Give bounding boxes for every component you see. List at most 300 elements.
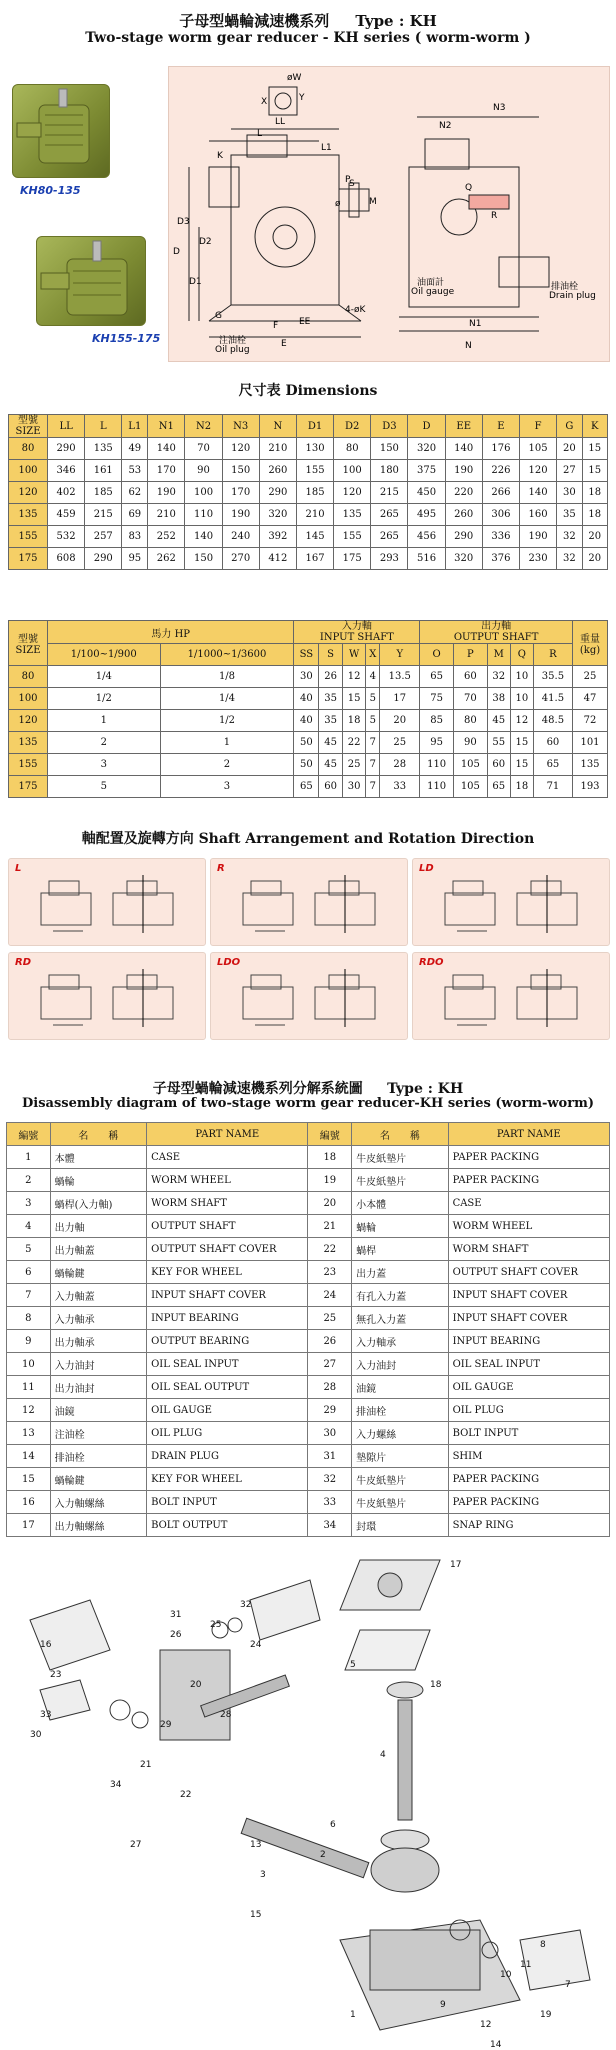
table-cell: 95 <box>420 732 454 754</box>
table-cell: 38 <box>487 688 510 710</box>
exploded-diagram <box>20 1540 600 2050</box>
part-name-en: OIL PLUG <box>147 1422 308 1445</box>
column-header: X <box>366 644 380 666</box>
part-name-en: WORM SHAFT <box>448 1238 609 1261</box>
table-row <box>9 666 608 688</box>
table-cell: 1 <box>160 732 294 754</box>
parts-title: 子母型蝸輪減速機系列分解系統圖 Type : KH <box>152 1081 464 1097</box>
table-cell: 18 <box>582 482 607 504</box>
shaft-arrangement-icon <box>235 875 395 937</box>
table-cell: 40 <box>294 688 319 710</box>
part-name-en: INPUT BEARING <box>448 1330 609 1353</box>
column-header: 名 稱 <box>50 1123 146 1146</box>
table-cell: 1/2 <box>160 710 294 732</box>
table-cell: 210 <box>296 504 333 526</box>
dim-label: Y <box>299 93 305 103</box>
table-cell: 1/2 <box>48 688 161 710</box>
part-number: 16 <box>7 1491 51 1514</box>
part-name-cn: 出力軸 <box>50 1215 146 1238</box>
part-name-cn: 出力軸蓋 <box>50 1238 146 1261</box>
table-cell: 15 <box>582 438 607 460</box>
column-header: D <box>408 415 445 438</box>
part-name-en: CASE <box>448 1192 609 1215</box>
callout-number: 29 <box>160 1720 172 1730</box>
table-cell: 260 <box>259 460 296 482</box>
table-cell: 25 <box>342 754 366 776</box>
table-row <box>9 548 608 570</box>
dim-label: EE <box>299 317 311 327</box>
gear-reducer-icon <box>37 237 145 325</box>
table-cell: 140 <box>445 438 482 460</box>
table-cell: 1/4 <box>48 666 161 688</box>
part-name-cn: 蝸輪 <box>352 1215 448 1238</box>
callout-number: 32 <box>240 1600 252 1610</box>
dim-label: S <box>349 179 355 189</box>
dim-label: N3 <box>493 103 506 113</box>
row-size: 120 <box>9 482 48 504</box>
part-number: 15 <box>7 1468 51 1491</box>
column-header: 1/1000~1/3600 <box>160 644 294 666</box>
table-cell: 150 <box>222 460 259 482</box>
part-name-cn: 入力軸螺絲 <box>50 1491 146 1514</box>
table-cell: 155 <box>334 526 371 548</box>
part-number: 6 <box>7 1261 51 1284</box>
column-header: O <box>420 644 454 666</box>
column-header: Q <box>510 644 533 666</box>
table-cell: 90 <box>185 460 222 482</box>
arrangement-panel <box>412 952 610 1040</box>
arrangement-label: R <box>217 863 225 874</box>
part-name-en: KEY FOR WHEEL <box>147 1468 308 1491</box>
table-row <box>7 1514 610 1537</box>
dim-label: D1 <box>189 277 202 287</box>
table-cell: 32 <box>487 666 510 688</box>
part-number: 13 <box>7 1422 51 1445</box>
arrangement-label: LDO <box>217 957 241 968</box>
arrangement-panel <box>412 858 610 946</box>
part-number: 29 <box>308 1399 352 1422</box>
column-header: G <box>557 415 582 438</box>
dim-label: P <box>345 175 351 185</box>
part-number: 22 <box>308 1238 352 1261</box>
dim-label: L1 <box>321 143 332 153</box>
table-cell: 290 <box>85 548 122 570</box>
part-name-cn: 出力蓋 <box>352 1261 448 1284</box>
table-cell: 140 <box>148 438 185 460</box>
callout-number: 10 <box>500 1970 512 1980</box>
row-size: 100 <box>9 460 48 482</box>
part-name-cn: 蝸輪鍵 <box>50 1468 146 1491</box>
dim-label: LL <box>275 117 286 127</box>
table-cell: 210 <box>259 438 296 460</box>
part-name-en: WORM WHEEL <box>448 1215 609 1238</box>
table-cell: 80 <box>454 710 488 732</box>
table-cell: 456 <box>408 526 445 548</box>
part-name-cn: 出力油封 <box>50 1376 146 1399</box>
table-row <box>7 1468 610 1491</box>
part-name-en: SHIM <box>448 1445 609 1468</box>
table-cell: 257 <box>85 526 122 548</box>
table-cell: 65 <box>294 776 319 798</box>
part-name-cn: 牛皮紙墊片 <box>352 1468 448 1491</box>
table-cell: 459 <box>48 504 85 526</box>
table-cell: 1/8 <box>160 666 294 688</box>
dim-label: N1 <box>469 319 482 329</box>
page-subtitle: Two-stage worm gear reducer - KH series ( worm-worm ) <box>85 30 531 46</box>
table-cell: 336 <box>482 526 519 548</box>
callout-number: 14 <box>490 2040 502 2050</box>
table-cell: 2 <box>48 732 161 754</box>
part-name-cn: 入力軸蓋 <box>50 1284 146 1307</box>
parts-subtitle: Disassembly diagram of two-stage worm gear reducer-KH series (worm-worm) <box>22 1096 594 1111</box>
table-cell: 1 <box>48 710 161 732</box>
reducer-outline-drawing <box>169 67 609 361</box>
part-name-en: OUTPUT SHAFT COVER <box>448 1261 609 1284</box>
part-name-cn: 蝸桿(入力軸) <box>50 1192 146 1215</box>
hp-header: 馬力 HP <box>48 621 294 644</box>
part-number: 32 <box>308 1468 352 1491</box>
table-row <box>7 1169 610 1192</box>
table-cell: 320 <box>408 438 445 460</box>
arrangement-label: L <box>15 863 22 874</box>
callout-number: 6 <box>330 1820 336 1830</box>
part-number: 21 <box>308 1215 352 1238</box>
part-number: 2 <box>7 1169 51 1192</box>
arrangement-label: RDO <box>419 957 444 968</box>
table-cell: 100 <box>334 460 371 482</box>
table-cell: 5 <box>366 688 380 710</box>
dim-label: L <box>257 129 263 139</box>
column-header: W <box>342 644 366 666</box>
table-cell: 150 <box>371 438 408 460</box>
table-cell: 140 <box>185 526 222 548</box>
column-header: F <box>519 415 556 438</box>
dim-label: Drain plug <box>549 291 596 301</box>
table-cell: 290 <box>48 438 85 460</box>
part-name-cn: 牛皮紙墊片 <box>352 1169 448 1192</box>
table-cell: 2 <box>160 754 294 776</box>
row-size: 155 <box>9 754 48 776</box>
part-name-cn: 封環 <box>352 1514 448 1537</box>
table-cell: 40 <box>294 710 319 732</box>
part-number: 25 <box>308 1307 352 1330</box>
table-cell: 65 <box>533 754 572 776</box>
dim-label: øW <box>287 73 302 83</box>
table-cell: 270 <box>222 548 259 570</box>
row-size: 80 <box>9 666 48 688</box>
table-cell: 15 <box>582 460 607 482</box>
table-cell: 290 <box>445 526 482 548</box>
table-cell: 12 <box>510 710 533 732</box>
callout-number: 3 <box>260 1870 266 1880</box>
column-header: EE <box>445 415 482 438</box>
part-name-cn: 入力油封 <box>50 1353 146 1376</box>
callout-number: 19 <box>540 2010 552 2020</box>
table-cell: 35 <box>557 504 582 526</box>
callout-number: 16 <box>40 1640 52 1650</box>
table-cell: 35.5 <box>533 666 572 688</box>
part-name-en: PAPER PACKING <box>448 1468 609 1491</box>
table-cell: 167 <box>296 548 333 570</box>
column-header: 名 稱 <box>352 1123 448 1146</box>
table-cell: 26 <box>319 666 343 688</box>
table-cell: 145 <box>296 526 333 548</box>
table-cell: 71 <box>533 776 572 798</box>
product-caption: KH80-135 <box>20 184 81 197</box>
dimension-drawing <box>168 66 610 362</box>
callout-number: 34 <box>110 1780 122 1790</box>
callout-number: 22 <box>180 1790 192 1800</box>
part-number: 10 <box>7 1353 51 1376</box>
part-name-cn: 出力軸承 <box>50 1330 146 1353</box>
row-size: 80 <box>9 438 48 460</box>
table-cell: 105 <box>454 754 488 776</box>
column-header: S <box>319 644 343 666</box>
table-cell: 105 <box>454 776 488 798</box>
column-header: PART NAME <box>147 1123 308 1146</box>
table-row <box>9 438 608 460</box>
table-cell: 41.5 <box>533 688 572 710</box>
part-name-en: OIL SEAL OUTPUT <box>147 1376 308 1399</box>
column-header: 型號 SIZE <box>9 415 48 438</box>
column-header: K <box>582 415 607 438</box>
part-name-en: OIL SEAL INPUT <box>147 1353 308 1376</box>
table-cell: 10 <box>510 666 533 688</box>
part-name-en: OIL GAUGE <box>448 1376 609 1399</box>
arrangement-panel <box>8 952 206 1040</box>
table-cell: 266 <box>482 482 519 504</box>
column-header: 編號 <box>308 1123 352 1146</box>
callout-number: 5 <box>350 1660 356 1670</box>
table-row <box>7 1215 610 1238</box>
part-name-en: OUTPUT SHAFT <box>147 1215 308 1238</box>
part-number: 3 <box>7 1192 51 1215</box>
table-cell: 50 <box>294 732 319 754</box>
table-cell: 155 <box>296 460 333 482</box>
table-cell: 5 <box>366 710 380 732</box>
shaft-table <box>8 620 608 798</box>
table-cell: 105 <box>519 438 556 460</box>
table-cell: 60 <box>487 754 510 776</box>
table-cell: 140 <box>519 482 556 504</box>
table-cell: 135 <box>85 438 122 460</box>
table-cell: 35 <box>319 688 343 710</box>
column-header: LL <box>48 415 85 438</box>
table-cell: 101 <box>573 732 608 754</box>
table-cell: 532 <box>48 526 85 548</box>
table-cell: 18 <box>510 776 533 798</box>
dim-label: G <box>215 311 222 321</box>
part-name-en: SNAP RING <box>448 1514 609 1537</box>
part-number: 12 <box>7 1399 51 1422</box>
table-cell: 32 <box>557 548 582 570</box>
table-cell: 190 <box>222 504 259 526</box>
dim-label: N2 <box>439 121 452 131</box>
callout-number: 23 <box>50 1670 62 1680</box>
part-name-en: DRAIN PLUG <box>147 1445 308 1468</box>
callout-number: 11 <box>520 1960 532 1970</box>
product-caption: KH155-175 <box>92 332 161 345</box>
table-row <box>9 526 608 548</box>
callout-number: 9 <box>440 2000 446 2010</box>
row-size: 155 <box>9 526 48 548</box>
table-cell: 13.5 <box>380 666 420 688</box>
part-name-cn: 注油栓 <box>50 1422 146 1445</box>
column-header: D2 <box>334 415 371 438</box>
table-cell: 516 <box>408 548 445 570</box>
table-cell: 120 <box>334 482 371 504</box>
table-cell: 193 <box>573 776 608 798</box>
table-cell: 175 <box>334 548 371 570</box>
gear-reducer-icon <box>13 85 109 177</box>
table-cell: 306 <box>482 504 519 526</box>
column-header: 1/100~1/900 <box>48 644 161 666</box>
table-cell: 85 <box>420 710 454 732</box>
part-number: 17 <box>7 1514 51 1537</box>
callout-number: 13 <box>250 1840 262 1850</box>
table-row <box>7 1376 610 1399</box>
dim-label: E <box>281 339 287 349</box>
part-number: 24 <box>308 1284 352 1307</box>
part-name-cn: 入力螺絲 <box>352 1422 448 1445</box>
table-row <box>9 460 608 482</box>
part-name-en: OIL GAUGE <box>147 1399 308 1422</box>
shaft-arrangement-icon <box>33 969 193 1031</box>
table-cell: 47 <box>573 688 608 710</box>
callout-number: 25 <box>210 1620 222 1630</box>
part-name-en: BOLT OUTPUT <box>147 1514 308 1537</box>
table-cell: 290 <box>259 482 296 504</box>
table-row <box>9 482 608 504</box>
shaft-arrangement-icon <box>235 969 395 1031</box>
part-number: 33 <box>308 1491 352 1514</box>
table-row <box>7 1445 610 1468</box>
table-row <box>9 776 608 798</box>
part-name-cn: 無孔入力蓋 <box>352 1307 448 1330</box>
page-title: 子母型蝸輪減速機系列 Type : KH <box>179 12 437 30</box>
part-name-en: KEY FOR WHEEL <box>147 1261 308 1284</box>
table-cell: 18 <box>342 710 366 732</box>
part-name-cn: 入力油封 <box>352 1353 448 1376</box>
row-size: 175 <box>9 548 48 570</box>
table-cell: 95 <box>122 548 148 570</box>
dim-label: D3 <box>177 217 190 227</box>
part-name-en: INPUT BEARING <box>147 1307 308 1330</box>
column-header: Y <box>380 644 420 666</box>
table-cell: 20 <box>380 710 420 732</box>
table-row <box>9 732 608 754</box>
table-cell: 53 <box>122 460 148 482</box>
table-cell: 28 <box>380 754 420 776</box>
arrangement-label: RD <box>15 957 32 968</box>
part-name-en: INPUT SHAFT COVER <box>147 1284 308 1307</box>
part-name-cn: 出力軸螺絲 <box>50 1514 146 1537</box>
table-cell: 27 <box>557 460 582 482</box>
table-cell: 252 <box>148 526 185 548</box>
column-header: D1 <box>296 415 333 438</box>
arrangement-panel <box>210 858 408 946</box>
table-cell: 265 <box>371 526 408 548</box>
table-cell: 4 <box>366 666 380 688</box>
part-name-cn: 小本體 <box>352 1192 448 1215</box>
part-name-en: PAPER PACKING <box>448 1169 609 1192</box>
table-cell: 375 <box>408 460 445 482</box>
table-cell: 262 <box>148 548 185 570</box>
table-row <box>9 710 608 732</box>
part-number: 8 <box>7 1307 51 1330</box>
table-cell: 60 <box>533 732 572 754</box>
part-name-cn: 排油栓 <box>352 1399 448 1422</box>
table-cell: 75 <box>420 688 454 710</box>
table-row <box>7 1284 610 1307</box>
column-header: PART NAME <box>448 1123 609 1146</box>
dim-label: 注油栓 <box>219 336 247 346</box>
table-cell: 130 <box>296 438 333 460</box>
part-name-cn: 牛皮紙墊片 <box>352 1491 448 1514</box>
dim-label: Oil gauge <box>411 287 455 297</box>
callout-number: 7 <box>565 1980 571 1990</box>
table-row <box>9 688 608 710</box>
parts-table <box>6 1122 610 1537</box>
table-cell: 412 <box>259 548 296 570</box>
table-cell: 170 <box>222 482 259 504</box>
part-number: 26 <box>308 1330 352 1353</box>
part-name-en: CASE <box>147 1146 308 1169</box>
dim-label: X <box>261 97 268 107</box>
dim-label: D2 <box>199 237 212 247</box>
table-cell: 69 <box>122 504 148 526</box>
dim-label: R <box>491 211 498 221</box>
table-cell: 293 <box>371 548 408 570</box>
table-header-row <box>7 1123 610 1146</box>
part-name-en: BOLT INPUT <box>448 1422 609 1445</box>
arrangement-heading: 軸配置及旋轉方向 Shaft Arrangement and Rotation Direction <box>81 831 535 847</box>
dim-label: K <box>217 151 223 161</box>
callout-number: 33 <box>40 1710 52 1720</box>
table-cell: 48.5 <box>533 710 572 732</box>
table-cell: 392 <box>259 526 296 548</box>
table-cell: 160 <box>519 504 556 526</box>
callout-number: 2 <box>320 1850 326 1860</box>
part-number: 1 <box>7 1146 51 1169</box>
callout-number: 27 <box>130 1840 142 1850</box>
part-name-en: OUTPUT SHAFT COVER <box>147 1238 308 1261</box>
column-header: N3 <box>222 415 259 438</box>
callout-number: 24 <box>250 1640 262 1650</box>
table-row <box>7 1307 610 1330</box>
table-cell: 1/4 <box>160 688 294 710</box>
table-cell: 17 <box>380 688 420 710</box>
table-cell: 190 <box>148 482 185 504</box>
table-cell: 110 <box>420 754 454 776</box>
part-name-cn: 牛皮紙墊片 <box>352 1146 448 1169</box>
table-cell: 110 <box>185 504 222 526</box>
table-cell: 495 <box>408 504 445 526</box>
table-cell: 260 <box>445 504 482 526</box>
table-cell: 65 <box>420 666 454 688</box>
part-number: 14 <box>7 1445 51 1468</box>
part-name-en: WORM WHEEL <box>147 1169 308 1192</box>
table-cell: 320 <box>445 548 482 570</box>
table-cell: 60 <box>319 776 343 798</box>
dim-label: F <box>273 321 279 331</box>
arrangement-panel <box>210 952 408 1040</box>
table-row <box>7 1146 610 1169</box>
part-name-en: OIL PLUG <box>448 1399 609 1422</box>
table-cell: 230 <box>519 548 556 570</box>
shaft-arrangement-icon <box>437 875 597 937</box>
table-cell: 100 <box>185 482 222 504</box>
